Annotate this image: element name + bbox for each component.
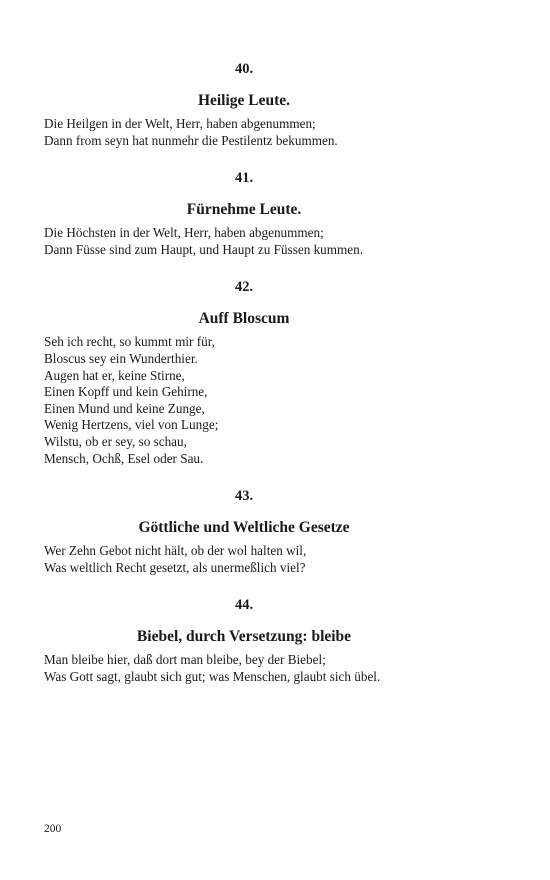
poem-title: Heilige Leute. [197, 92, 291, 109]
poem-number: 43. [234, 488, 254, 505]
poem-title: Biebel, durch Versetzung: bleibe [136, 628, 352, 646]
poem-number: 41. [234, 170, 254, 187]
poem-number: 40. [234, 61, 254, 77]
poem-title: Göttliche und Weltliche Gesetze [138, 519, 350, 537]
poem-number: 44. [234, 597, 254, 614]
poem-line: Wenig Hertzens, viel von Lunge; [44, 417, 219, 433]
page-body [44, 58, 444, 704]
poem-line: Dann from seyn hat nunmehr die Pestilentz bekummen. [44, 132, 338, 148]
poem-43 [44, 485, 444, 576]
page-number: 200 [44, 823, 62, 835]
poem-line: Was Gott sagt, glaubt sich gut; was Menschen, glaubt sich übel. [44, 668, 381, 684]
poem-line: Wilstu, ob er sey, so schau, [44, 433, 187, 449]
poem-line: Wer Zehn Gebot nicht hält, ob der wol halten wil, [44, 543, 307, 559]
poem-40 [44, 58, 444, 149]
poem-line: Dann Füsse sind zum Haupt, und Haupt zu Füssen kummen. [44, 241, 364, 257]
poem-line: Seh ich recht, so kummt mir für, [44, 334, 215, 350]
poem-title: Fürnehme Leute. [186, 201, 302, 219]
poem-line: Die Heilgen in der Welt, Herr, haben abgenummen; [44, 116, 316, 131]
poem-line: Bloscus sey ein Wunderthier. [44, 350, 198, 366]
poem-41 [44, 167, 444, 258]
poem-42 [44, 276, 444, 467]
poem-line: Einen Mund und keine Zunge, [44, 400, 205, 416]
poem-44 [44, 594, 444, 685]
poem-title: Auff Bloscum [198, 310, 290, 328]
poem-line: Was weltlich Recht gesetzt, als unermeßlich viel? [44, 559, 306, 575]
poem-line: Einen Kopff und kein Gehirne, [44, 384, 208, 400]
poem-line: Augen hat er, keine Stirne, [44, 367, 185, 383]
poem-number: 42. [234, 279, 254, 296]
poem-line: Die Höchsten in der Welt, Herr, haben abgenummen; [44, 225, 324, 241]
poem-line: Mensch, Ochß, Esel oder Sau. [44, 450, 204, 466]
poem-line: Man bleibe hier, daß dort man bleibe, bey der Biebel; [44, 652, 326, 668]
